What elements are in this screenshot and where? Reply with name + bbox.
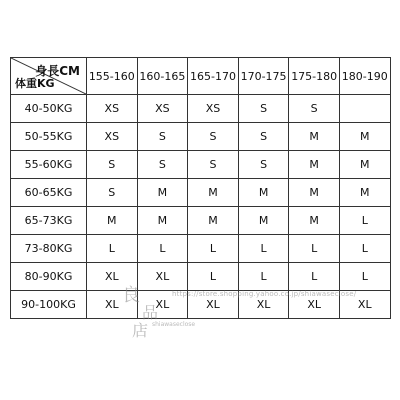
size-cell: L <box>339 263 390 291</box>
size-cell: M <box>137 179 188 207</box>
size-cell: S <box>238 151 289 179</box>
size-cell: M <box>188 207 239 235</box>
size-cell: XL <box>289 291 340 319</box>
size-cell: L <box>188 235 239 263</box>
height-range-header: 165-170 <box>188 58 239 95</box>
weight-row <box>11 95 391 123</box>
size-cell: L <box>339 235 390 263</box>
size-cell: XS <box>137 95 188 123</box>
size-cell: M <box>289 179 340 207</box>
size-cell: L <box>238 263 289 291</box>
size-cell: XL <box>87 291 138 319</box>
height-range-header: 155-160 <box>87 58 138 95</box>
size-cell: L <box>238 235 289 263</box>
size-cell: XS <box>87 95 138 123</box>
weight-row <box>11 151 391 179</box>
store-name-watermark: shiawaseclose <box>152 321 196 328</box>
size-cell: M <box>238 179 289 207</box>
weight-range-cell: 60-65KG <box>11 179 87 207</box>
size-cell: L <box>188 263 239 291</box>
size-cell: S <box>87 179 138 207</box>
size-cell: M <box>289 151 340 179</box>
size-cell: S <box>137 151 188 179</box>
size-cell: S <box>188 123 239 151</box>
weight-row <box>11 235 391 263</box>
size-cell: M <box>238 207 289 235</box>
weight-row <box>11 123 391 151</box>
height-range-header: 170-175 <box>238 58 289 95</box>
size-cell: S <box>238 123 289 151</box>
height-range-header: 180-190 <box>339 58 390 95</box>
size-cell: XL <box>137 291 188 319</box>
size-cell: M <box>339 123 390 151</box>
size-cell: S <box>87 151 138 179</box>
size-cell: M <box>289 207 340 235</box>
size-cell: XL <box>137 263 188 291</box>
height-header-row <box>11 58 391 95</box>
size-cell: L <box>87 235 138 263</box>
store-logo-char: 品 <box>142 303 159 322</box>
size-chart-table <box>10 57 391 319</box>
weight-range-cell: 50-55KG <box>11 123 87 151</box>
size-cell <box>339 95 390 123</box>
size-cell: S <box>238 95 289 123</box>
weight-row <box>11 179 391 207</box>
size-cell: M <box>87 207 138 235</box>
size-cell: XL <box>238 291 289 319</box>
size-cell: XL <box>87 263 138 291</box>
weight-range-cell: 80-90KG <box>11 263 87 291</box>
size-cell: XS <box>87 123 138 151</box>
store-logo-char: 良 <box>122 285 140 306</box>
store-url-watermark: https://store.shopping.yahoo.co.jp/shiawaseclose/ <box>172 290 357 298</box>
size-cell: M <box>339 151 390 179</box>
weight-row <box>11 263 391 291</box>
size-cell: XL <box>339 291 390 319</box>
size-cell: XL <box>188 291 239 319</box>
size-cell: L <box>339 207 390 235</box>
size-cell: S <box>137 123 188 151</box>
size-cell: XS <box>188 95 239 123</box>
size-cell: L <box>289 263 340 291</box>
weight-range-cell: 55-60KG <box>11 151 87 179</box>
height-axis-label: 身長CM <box>35 64 80 78</box>
height-range-header: 160-165 <box>137 58 188 95</box>
size-cell: L <box>289 235 340 263</box>
weight-axis-label: 体重KG <box>15 77 55 90</box>
weight-range-cell: 73-80KG <box>11 235 87 263</box>
weight-range-cell: 65-73KG <box>11 207 87 235</box>
height-range-header: 175-180 <box>289 58 340 95</box>
size-cell: S <box>289 95 340 123</box>
weight-row <box>11 207 391 235</box>
weight-range-cell: 90-100KG <box>11 291 87 319</box>
weight-range-cell: 40-50KG <box>11 95 87 123</box>
corner-header-cell <box>11 58 87 95</box>
size-cell: L <box>137 235 188 263</box>
size-cell: M <box>188 179 239 207</box>
size-cell: M <box>289 123 340 151</box>
store-logo-char: 店 <box>132 321 149 340</box>
weight-row <box>11 291 391 319</box>
size-cell: M <box>339 179 390 207</box>
size-cell: M <box>137 207 188 235</box>
size-cell: S <box>188 151 239 179</box>
